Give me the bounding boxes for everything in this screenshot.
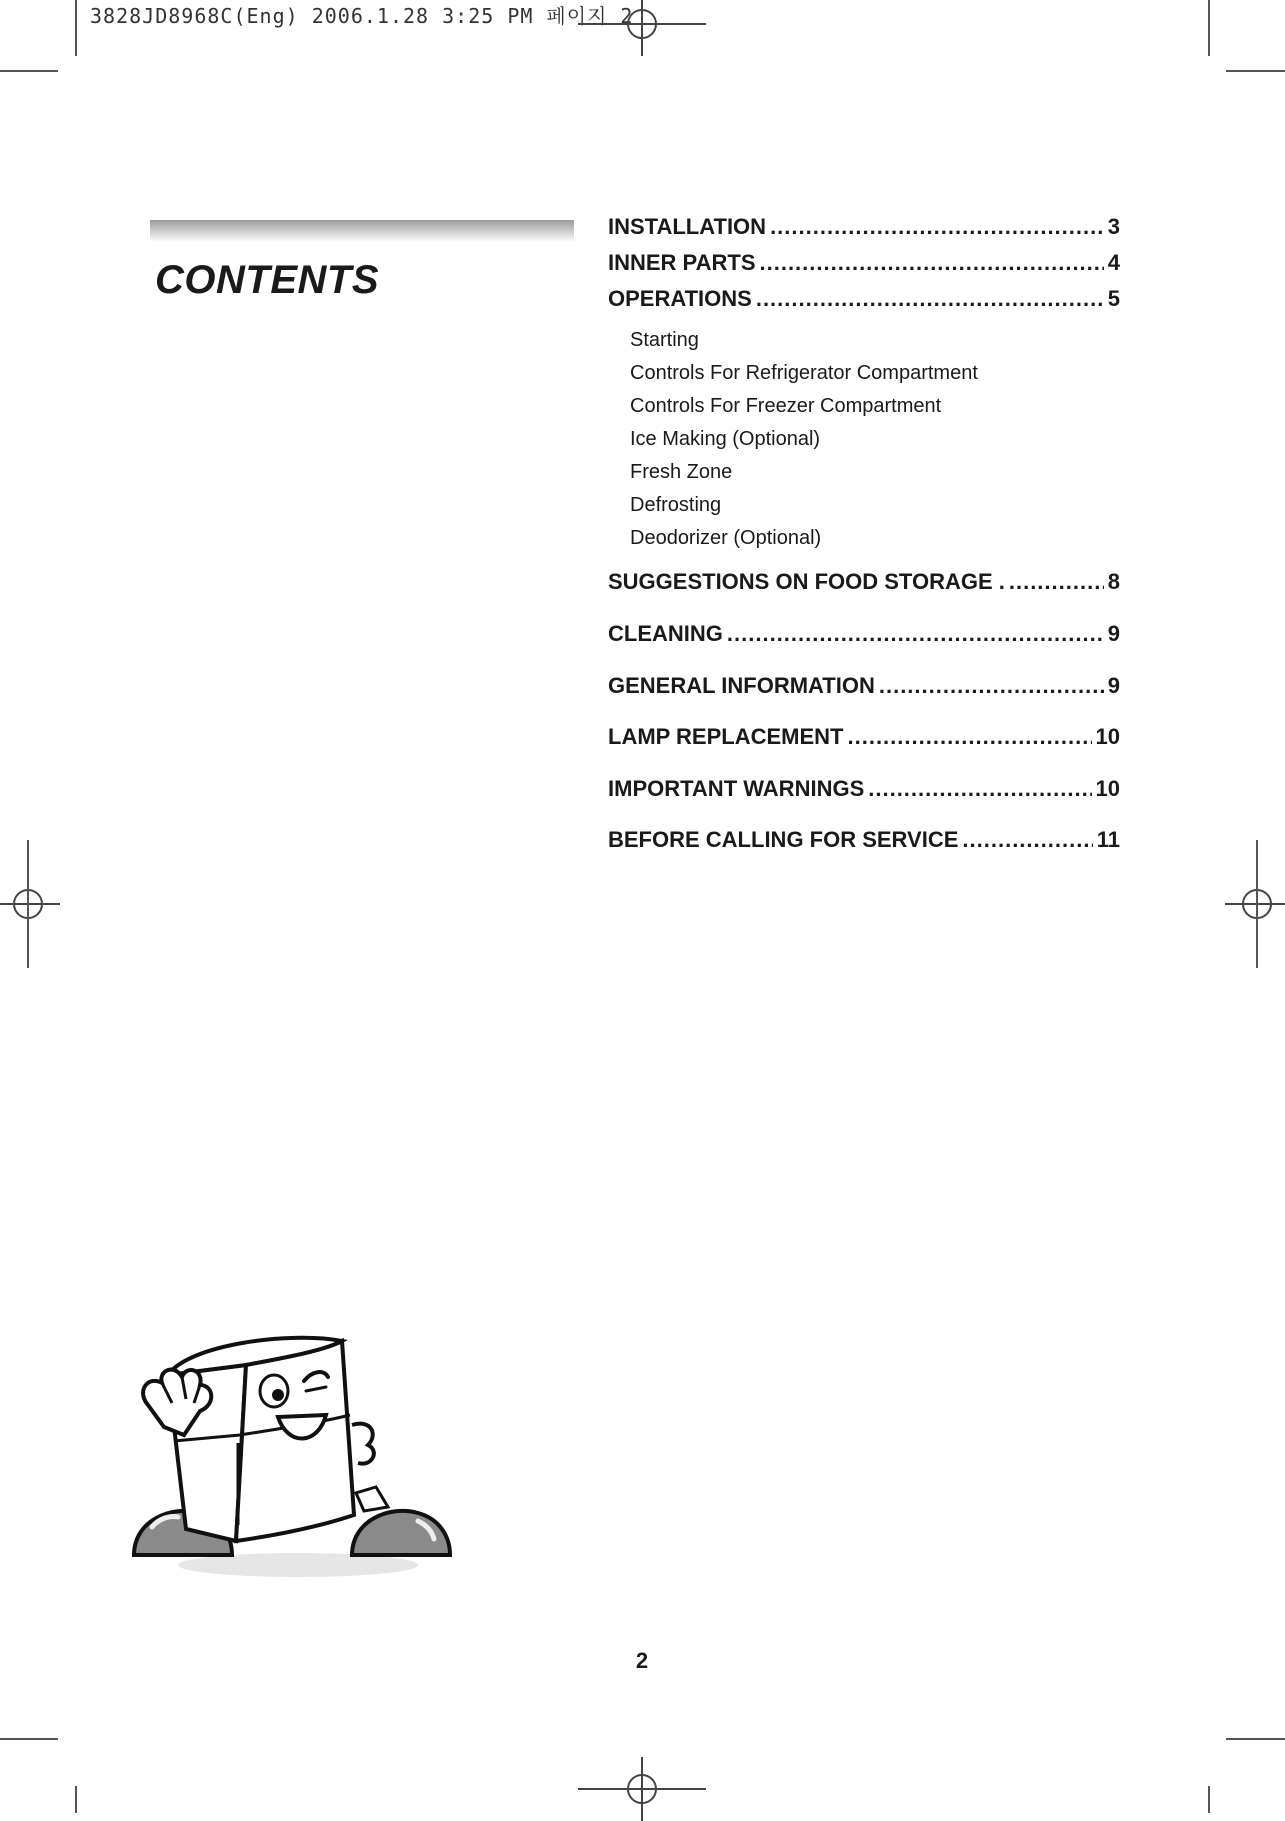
toc-entry	[608, 250, 1120, 286]
table-of-contents	[608, 214, 1120, 867]
toc-leader	[848, 724, 1092, 750]
registration-mark-icon	[610, 0, 674, 56]
registration-mark-icon	[1225, 872, 1285, 936]
toc-entry-title: CLEANING	[608, 621, 723, 646]
header-bar	[150, 220, 574, 242]
toc-entry-title: LAMP REPLACEMENT	[608, 724, 844, 749]
toc-entry-title: INSTALLATION	[608, 214, 767, 239]
toc-entry	[608, 286, 1120, 324]
toc-entry-title: BEFORE CALLING FOR SERVICE	[608, 827, 959, 852]
crop-mark	[0, 1738, 58, 1740]
toc-leader	[962, 827, 1092, 853]
print-slug: 3828JD8968C(Eng) 2006.1.28 3:25 PM 페이지 2	[90, 4, 634, 28]
toc-leader	[756, 286, 1104, 312]
toc-entry	[608, 724, 1120, 776]
toc-leader	[879, 673, 1104, 699]
crop-mark	[1226, 70, 1285, 72]
toc-entry	[608, 621, 1120, 673]
toc-entry-title: GENERAL INFORMATION	[608, 673, 875, 698]
toc-entry-title: IMPORTANT WARNINGS	[608, 776, 865, 801]
toc-entry-page: 3	[1107, 214, 1120, 239]
registration-mark-icon	[0, 872, 60, 936]
toc-entry-page: 9	[1107, 621, 1120, 646]
contents-heading: CONTENTS	[155, 258, 379, 302]
registration-line	[1256, 840, 1258, 968]
toc-subitem: Controls For Refrigerator Compartment	[630, 362, 978, 384]
toc-entry	[608, 673, 1120, 724]
toc-entry	[608, 776, 1120, 827]
toc-leader	[770, 214, 1104, 240]
toc-entry-page: 4	[1107, 250, 1120, 275]
toc-entry-title: SUGGESTIONS ON FOOD STORAGE .	[608, 569, 1005, 594]
toc-entry-page: 10	[1095, 776, 1120, 801]
toc-subitem: Defrosting	[630, 494, 722, 516]
toc-subitem: Fresh Zone	[630, 461, 733, 483]
toc-subitem: Controls For Freezer Compartment	[630, 395, 942, 417]
page-number: 2	[635, 1648, 649, 1673]
crop-mark	[0, 70, 58, 72]
toc-entry	[608, 827, 1120, 867]
toc-entry-page: 10	[1095, 724, 1120, 749]
crop-mark	[1208, 0, 1210, 56]
crop-mark	[75, 1786, 77, 1813]
toc-entry-page: 9	[1107, 673, 1120, 698]
refrigerator-mascot-icon	[128, 1315, 458, 1590]
toc-entry	[608, 569, 1120, 621]
toc-entry-page: 5	[1107, 286, 1120, 311]
crop-mark	[1208, 1786, 1210, 1813]
toc-leader	[727, 621, 1104, 647]
toc-entry-title: INNER PARTS	[608, 250, 756, 275]
toc-subitem: Ice Making (Optional)	[630, 428, 821, 450]
registration-line	[27, 840, 29, 968]
crop-mark	[75, 0, 77, 56]
toc-subitem: Deodorizer (Optional)	[630, 527, 822, 549]
toc-entry-page: 11	[1096, 827, 1120, 852]
toc-subitems	[608, 324, 1120, 555]
toc-leader	[1009, 569, 1104, 595]
registration-line	[578, 23, 706, 25]
toc-leader	[760, 250, 1104, 276]
registration-line	[578, 1788, 706, 1790]
toc-entry	[608, 214, 1120, 250]
toc-subitem: Starting	[630, 329, 699, 351]
toc-entry-page: 8	[1107, 569, 1120, 594]
toc-entry-title: OPERATIONS	[608, 286, 752, 311]
crop-mark	[1226, 1738, 1285, 1740]
toc-leader	[868, 776, 1091, 802]
